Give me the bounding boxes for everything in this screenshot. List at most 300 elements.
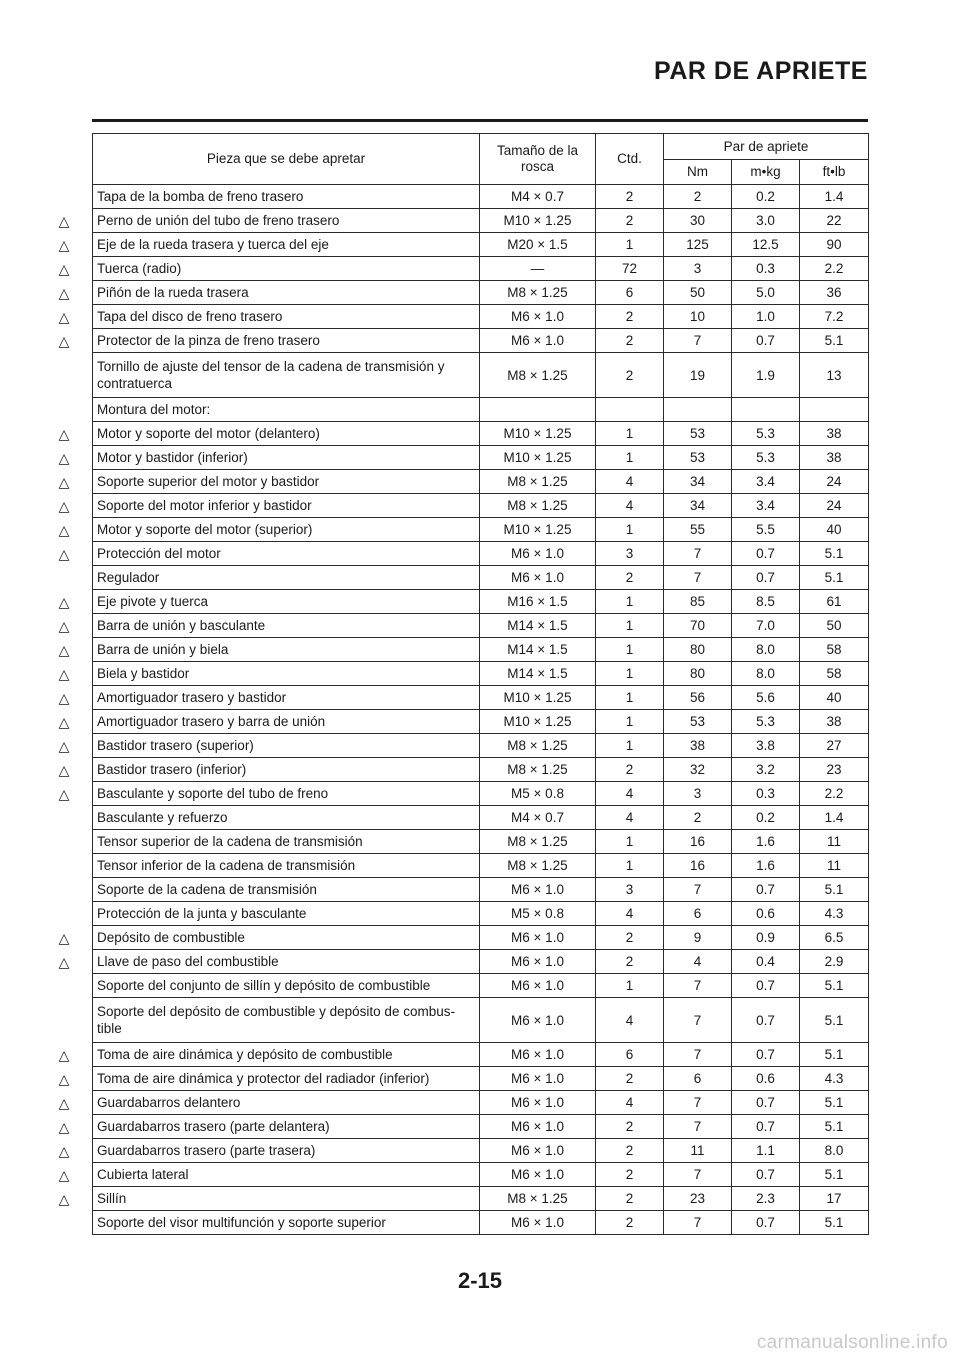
- cell-nm: 7: [664, 878, 732, 902]
- triangle-mark-icon: △: [58, 689, 70, 706]
- triangle-mark-icon: △: [58, 332, 70, 349]
- cell-nm: 34: [664, 494, 732, 518]
- cell-thread: M6 × 1.0: [480, 1043, 596, 1067]
- table-row: [93, 1067, 869, 1091]
- cell-qty: 4: [596, 806, 664, 830]
- triangle-mark-icon: △: [58, 593, 70, 610]
- triangle-mark-icon: △: [58, 761, 70, 778]
- cell-nm: 34: [664, 470, 732, 494]
- cell-ftlb: 5.1: [800, 542, 869, 566]
- cell-thread: M6 × 1.0: [480, 566, 596, 590]
- triangle-mark-icon: △: [58, 929, 70, 946]
- cell-thread: M10 × 1.25: [480, 422, 596, 446]
- cell-ftlb: 40: [800, 686, 869, 710]
- cell-nm: 9: [664, 926, 732, 950]
- cell-ftlb: 2.2: [800, 782, 869, 806]
- cell-thread: M6 × 1.0: [480, 1067, 596, 1091]
- cell-part: Motor y bastidor (inferior): [93, 446, 480, 470]
- cell-qty: 2: [596, 1139, 664, 1163]
- cell-thread: M10 × 1.25: [480, 686, 596, 710]
- cell-ftlb: 5.1: [800, 1091, 869, 1115]
- table-row: [93, 518, 869, 542]
- cell-mkg: 0.7: [732, 1115, 800, 1139]
- cell-ftlb: 11: [800, 830, 869, 854]
- cell-qty: 6: [596, 1043, 664, 1067]
- cell-thread: M6 × 1.0: [480, 926, 596, 950]
- cell-part: Piñón de la rueda trasera: [93, 281, 480, 305]
- cell-nm: 53: [664, 446, 732, 470]
- table-row: [93, 1043, 869, 1067]
- cell-mkg: 5.5: [732, 518, 800, 542]
- cell-thread: M10 × 1.25: [480, 446, 596, 470]
- cell-part: Regulador: [93, 566, 480, 590]
- cell-ftlb: 8.0: [800, 1139, 869, 1163]
- cell-thread: M6 × 1.0: [480, 1091, 596, 1115]
- cell-ftlb: 4.3: [800, 1067, 869, 1091]
- cell-ftlb: 5.1: [800, 1043, 869, 1067]
- cell-mkg: 0.2: [732, 185, 800, 209]
- cell-nm: 7: [664, 1091, 732, 1115]
- cell-qty: 1: [596, 422, 664, 446]
- cell-part: Barra de unión y basculante: [93, 614, 480, 638]
- cell-part: Motor y soporte del motor (delantero): [93, 422, 480, 446]
- cell-ftlb: 50: [800, 614, 869, 638]
- cell-mkg: 0.7: [732, 878, 800, 902]
- cell-thread: M5 × 0.8: [480, 782, 596, 806]
- cell-nm: 7: [664, 1163, 732, 1187]
- cell-qty: 4: [596, 782, 664, 806]
- cell-qty: 1: [596, 518, 664, 542]
- cell-nm: 11: [664, 1139, 732, 1163]
- cell-ftlb: 24: [800, 470, 869, 494]
- cell-mkg: 0.6: [732, 902, 800, 926]
- cell-nm: 7: [664, 542, 732, 566]
- cell-part: Tuerca (radio): [93, 257, 480, 281]
- table-row: [93, 233, 869, 257]
- table-row: [93, 806, 869, 830]
- cell-thread: M8 × 1.25: [480, 494, 596, 518]
- cell-ftlb: 38: [800, 446, 869, 470]
- triangle-mark-icon: △: [58, 473, 70, 490]
- cell-thread: M10 × 1.25: [480, 209, 596, 233]
- header-thread: Tamaño de la rosca: [480, 134, 596, 185]
- cell-thread: M8 × 1.25: [480, 353, 596, 398]
- cell-nm: 80: [664, 638, 732, 662]
- cell-mkg: 0.7: [732, 542, 800, 566]
- table-row: [93, 878, 869, 902]
- cell-qty: 1: [596, 446, 664, 470]
- cell-nm: 56: [664, 686, 732, 710]
- cell-thread: M6 × 1.0: [480, 950, 596, 974]
- cell-part: Montura del motor:: [93, 398, 480, 422]
- cell-ftlb: 38: [800, 422, 869, 446]
- cell-nm: 7: [664, 1211, 732, 1235]
- cell-mkg: [732, 398, 800, 422]
- cell-ftlb: 5.1: [800, 566, 869, 590]
- cell-mkg: 0.6: [732, 1067, 800, 1091]
- cell-nm: 53: [664, 422, 732, 446]
- cell-qty: 4: [596, 902, 664, 926]
- cell-qty: 4: [596, 998, 664, 1043]
- table-row: [93, 686, 869, 710]
- cell-qty: 2: [596, 758, 664, 782]
- cell-nm: 125: [664, 233, 732, 257]
- cell-mkg: 1.9: [732, 353, 800, 398]
- cell-part: Amortiguador trasero y bastidor: [93, 686, 480, 710]
- cell-part: Depósito de combustible: [93, 926, 480, 950]
- cell-qty: 1: [596, 830, 664, 854]
- cell-nm: 7: [664, 1115, 732, 1139]
- header-part: Pieza que se debe apretar: [93, 134, 480, 185]
- cell-qty: 2: [596, 566, 664, 590]
- table-row: [93, 974, 869, 998]
- cell-part: Guardabarros delantero: [93, 1091, 480, 1115]
- triangle-mark-icon: △: [58, 497, 70, 514]
- cell-nm: 7: [664, 1043, 732, 1067]
- cell-ftlb: [800, 398, 869, 422]
- cell-qty: 2: [596, 185, 664, 209]
- header-torque: Par de apriete: [664, 134, 869, 160]
- cell-mkg: 0.3: [732, 257, 800, 281]
- cell-thread: M8 × 1.25: [480, 281, 596, 305]
- cell-part: Barra de unión y biela: [93, 638, 480, 662]
- cell-mkg: 7.0: [732, 614, 800, 638]
- table-row: [93, 422, 869, 446]
- cell-ftlb: 58: [800, 662, 869, 686]
- cell-mkg: 5.3: [732, 710, 800, 734]
- cell-ftlb: 13: [800, 353, 869, 398]
- cell-nm: 2: [664, 806, 732, 830]
- cell-nm: 6: [664, 1067, 732, 1091]
- cell-part: Tensor superior de la cadena de transmisión: [93, 830, 480, 854]
- cell-nm: 30: [664, 209, 732, 233]
- triangle-mark-icon: △: [58, 737, 70, 754]
- cell-mkg: 1.6: [732, 854, 800, 878]
- triangle-mark-icon: △: [58, 1118, 70, 1135]
- table-row: [93, 950, 869, 974]
- cell-qty: 1: [596, 233, 664, 257]
- cell-nm: 6: [664, 902, 732, 926]
- cell-mkg: 3.8: [732, 734, 800, 758]
- table-row: [93, 542, 869, 566]
- cell-part: Soporte superior del motor y bastidor: [93, 470, 480, 494]
- title-rule: [92, 119, 868, 122]
- cell-part: Biela y bastidor: [93, 662, 480, 686]
- cell-mkg: 5.3: [732, 422, 800, 446]
- cell-mkg: 3.0: [732, 209, 800, 233]
- cell-qty: 2: [596, 209, 664, 233]
- table-row: [93, 758, 869, 782]
- cell-mkg: 8.5: [732, 590, 800, 614]
- cell-part: Toma de aire dinámica y protector del radiador (inferior): [93, 1067, 480, 1091]
- triangle-mark-icon: △: [58, 785, 70, 802]
- cell-part: Guardabarros trasero (parte delantera): [93, 1115, 480, 1139]
- cell-mkg: 1.6: [732, 830, 800, 854]
- cell-thread: M14 × 1.5: [480, 614, 596, 638]
- cell-qty: 3: [596, 878, 664, 902]
- triangle-mark-icon: △: [58, 545, 70, 562]
- triangle-mark-icon: △: [58, 284, 70, 301]
- cell-mkg: 0.4: [732, 950, 800, 974]
- cell-thread: M6 × 1.0: [480, 998, 596, 1043]
- cell-part: Amortiguador trasero y barra de unión: [93, 710, 480, 734]
- triangle-mark-icon: △: [58, 260, 70, 277]
- cell-nm: 19: [664, 353, 732, 398]
- cell-ftlb: 2.9: [800, 950, 869, 974]
- cell-qty: 2: [596, 1067, 664, 1091]
- cell-thread: M6 × 1.0: [480, 1211, 596, 1235]
- cell-mkg: 0.2: [732, 806, 800, 830]
- cell-part: Protección del motor: [93, 542, 480, 566]
- cell-thread: M10 × 1.25: [480, 710, 596, 734]
- table-row: [93, 1163, 869, 1187]
- cell-part: Eje de la rueda trasera y tuerca del eje: [93, 233, 480, 257]
- cell-nm: 85: [664, 590, 732, 614]
- table-row: [93, 566, 869, 590]
- cell-ftlb: 5.1: [800, 878, 869, 902]
- cell-ftlb: 5.1: [800, 329, 869, 353]
- cell-mkg: 1.1: [732, 1139, 800, 1163]
- table-row: [93, 710, 869, 734]
- table-row: [93, 1091, 869, 1115]
- table-row: [93, 329, 869, 353]
- cell-ftlb: 17: [800, 1187, 869, 1211]
- cell-nm: 7: [664, 566, 732, 590]
- cell-part: Tornillo de ajuste del tensor de la cadena de transmisión y contratuerca: [93, 353, 480, 398]
- cell-mkg: 0.3: [732, 782, 800, 806]
- cell-part: Protección de la junta y basculante: [93, 902, 480, 926]
- cell-nm: 10: [664, 305, 732, 329]
- cell-thread: M8 × 1.25: [480, 1187, 596, 1211]
- cell-nm: 3: [664, 257, 732, 281]
- cell-mkg: 5.3: [732, 446, 800, 470]
- triangle-mark-icon: △: [58, 236, 70, 253]
- header-unit-mkg: m•kg: [732, 160, 800, 185]
- cell-nm: 32: [664, 758, 732, 782]
- table-row: [93, 353, 869, 398]
- cell-qty: 2: [596, 1115, 664, 1139]
- cell-part: Basculante y refuerzo: [93, 806, 480, 830]
- cell-thread: M10 × 1.25: [480, 518, 596, 542]
- torque-table: [92, 133, 869, 1235]
- cell-qty: 4: [596, 1091, 664, 1115]
- cell-part: Protector de la pinza de freno trasero: [93, 329, 480, 353]
- header-qty: Ctd.: [596, 134, 664, 185]
- cell-ftlb: 40: [800, 518, 869, 542]
- cell-part: Soporte del conjunto de sillín y depósito de combustible: [93, 974, 480, 998]
- cell-part: Tapa de la bomba de freno trasero: [93, 185, 480, 209]
- cell-part: Basculante y soporte del tubo de freno: [93, 782, 480, 806]
- cell-part: Toma de aire dinámica y depósito de combustible: [93, 1043, 480, 1067]
- cell-part: Bastidor trasero (inferior): [93, 758, 480, 782]
- triangle-mark-icon: △: [58, 425, 70, 442]
- torque-table-container: [58, 133, 868, 1235]
- cell-thread: M14 × 1.5: [480, 638, 596, 662]
- cell-qty: 2: [596, 329, 664, 353]
- cell-thread: M6 × 1.0: [480, 974, 596, 998]
- cell-part: Eje pivote y tuerca: [93, 590, 480, 614]
- cell-ftlb: 7.2: [800, 305, 869, 329]
- cell-part: Cubierta lateral: [93, 1163, 480, 1187]
- cell-mkg: 1.0: [732, 305, 800, 329]
- cell-mkg: 5.0: [732, 281, 800, 305]
- cell-part: Motor y soporte del motor (superior): [93, 518, 480, 542]
- table-row: [93, 1211, 869, 1235]
- cell-mkg: 5.6: [732, 686, 800, 710]
- cell-qty: 2: [596, 926, 664, 950]
- cell-nm: 55: [664, 518, 732, 542]
- cell-part: Bastidor trasero (superior): [93, 734, 480, 758]
- cell-mkg: 0.7: [732, 329, 800, 353]
- cell-qty: 1: [596, 974, 664, 998]
- cell-thread: M6 × 1.0: [480, 878, 596, 902]
- cell-qty: [596, 398, 664, 422]
- cell-qty: 2: [596, 1163, 664, 1187]
- cell-mkg: 0.9: [732, 926, 800, 950]
- cell-mkg: 0.7: [732, 1091, 800, 1115]
- cell-ftlb: 5.1: [800, 1211, 869, 1235]
- cell-qty: 2: [596, 305, 664, 329]
- table-row: [93, 926, 869, 950]
- cell-part: Tensor inferior de la cadena de transmisión: [93, 854, 480, 878]
- cell-thread: M4 × 0.7: [480, 185, 596, 209]
- cell-nm: 7: [664, 974, 732, 998]
- cell-qty: 1: [596, 854, 664, 878]
- triangle-mark-icon: △: [58, 953, 70, 970]
- cell-ftlb: 5.1: [800, 1163, 869, 1187]
- table-row: [93, 830, 869, 854]
- cell-nm: 3: [664, 782, 732, 806]
- table-row: [93, 305, 869, 329]
- table-row: [93, 854, 869, 878]
- triangle-mark-icon: △: [58, 1070, 70, 1087]
- triangle-mark-icon: △: [58, 665, 70, 682]
- cell-nm: 80: [664, 662, 732, 686]
- cell-thread: M6 × 1.0: [480, 1139, 596, 1163]
- cell-qty: 2: [596, 950, 664, 974]
- cell-ftlb: 27: [800, 734, 869, 758]
- cell-thread: M20 × 1.5: [480, 233, 596, 257]
- cell-nm: 7: [664, 998, 732, 1043]
- cell-nm: 7: [664, 329, 732, 353]
- cell-qty: 3: [596, 542, 664, 566]
- cell-nm: 23: [664, 1187, 732, 1211]
- cell-mkg: 3.4: [732, 470, 800, 494]
- cell-thread: M8 × 1.25: [480, 758, 596, 782]
- cell-qty: 1: [596, 686, 664, 710]
- cell-qty: 2: [596, 1211, 664, 1235]
- table-row: [93, 185, 869, 209]
- table-row: [93, 1139, 869, 1163]
- table-row: [93, 470, 869, 494]
- cell-thread: M6 × 1.0: [480, 329, 596, 353]
- page-title: PAR DE APRIETE: [654, 57, 868, 85]
- cell-qty: 4: [596, 494, 664, 518]
- cell-part: Guardabarros trasero (parte trasera): [93, 1139, 480, 1163]
- cell-ftlb: 6.5: [800, 926, 869, 950]
- table-row: [93, 257, 869, 281]
- cell-part: Sillín: [93, 1187, 480, 1211]
- table-row: [93, 1187, 869, 1211]
- watermark: carmanualsonline.info: [756, 1332, 948, 1353]
- cell-mkg: 0.7: [732, 1163, 800, 1187]
- cell-thread: M8 × 1.25: [480, 470, 596, 494]
- cell-thread: M14 × 1.5: [480, 662, 596, 686]
- cell-part: Llave de paso del combustible: [93, 950, 480, 974]
- table-row: [93, 614, 869, 638]
- table-row: [93, 998, 869, 1043]
- cell-qty: 1: [596, 734, 664, 758]
- page-number: 2-15: [457, 1268, 503, 1293]
- triangle-mark-icon: △: [58, 212, 70, 229]
- cell-qty: 1: [596, 638, 664, 662]
- triangle-mark-icon: △: [58, 521, 70, 538]
- triangle-mark-icon: △: [58, 1190, 70, 1207]
- header-unit-nm: Nm: [664, 160, 732, 185]
- cell-nm: 50: [664, 281, 732, 305]
- cell-part: Perno de unión del tubo de freno trasero: [93, 209, 480, 233]
- cell-mkg: 12.5: [732, 233, 800, 257]
- cell-mkg: 8.0: [732, 638, 800, 662]
- cell-nm: 53: [664, 710, 732, 734]
- cell-thread: M16 × 1.5: [480, 590, 596, 614]
- triangle-mark-icon: △: [58, 713, 70, 730]
- cell-thread: M6 × 1.0: [480, 305, 596, 329]
- cell-nm: 4: [664, 950, 732, 974]
- cell-ftlb: 1.4: [800, 185, 869, 209]
- cell-ftlb: 4.3: [800, 902, 869, 926]
- triangle-mark-icon: △: [58, 449, 70, 466]
- cell-ftlb: 1.4: [800, 806, 869, 830]
- triangle-mark-icon: △: [58, 308, 70, 325]
- cell-ftlb: 5.1: [800, 1115, 869, 1139]
- cell-mkg: 0.7: [732, 998, 800, 1043]
- cell-part: Soporte del visor multifunción y soporte superior: [93, 1211, 480, 1235]
- cell-nm: 70: [664, 614, 732, 638]
- cell-thread: M8 × 1.25: [480, 854, 596, 878]
- cell-ftlb: 11: [800, 854, 869, 878]
- cell-qty: 1: [596, 614, 664, 638]
- cell-part: Tapa del disco de freno trasero: [93, 305, 480, 329]
- cell-ftlb: 24: [800, 494, 869, 518]
- cell-nm: 2: [664, 185, 732, 209]
- table-row: [93, 734, 869, 758]
- cell-ftlb: 5.1: [800, 974, 869, 998]
- triangle-mark-icon: △: [58, 1142, 70, 1159]
- cell-mkg: 0.7: [732, 1211, 800, 1235]
- triangle-mark-icon: △: [58, 1046, 70, 1063]
- cell-thread: [480, 398, 596, 422]
- cell-mkg: 0.7: [732, 974, 800, 998]
- table-row: [93, 638, 869, 662]
- cell-qty: 6: [596, 281, 664, 305]
- table-row: [93, 782, 869, 806]
- cell-mkg: 3.4: [732, 494, 800, 518]
- triangle-mark-icon: △: [58, 1166, 70, 1183]
- cell-nm: [664, 398, 732, 422]
- cell-ftlb: 23: [800, 758, 869, 782]
- cell-qty: 2: [596, 353, 664, 398]
- cell-thread: —: [480, 257, 596, 281]
- cell-qty: 2: [596, 1187, 664, 1211]
- cell-ftlb: 22: [800, 209, 869, 233]
- cell-part: Soporte del depósito de combustible y depósito de combus-tible: [93, 998, 480, 1043]
- cell-ftlb: 90: [800, 233, 869, 257]
- triangle-mark-icon: △: [58, 641, 70, 658]
- triangle-mark-icon: △: [58, 1094, 70, 1111]
- cell-thread: M8 × 1.25: [480, 830, 596, 854]
- cell-thread: M4 × 0.7: [480, 806, 596, 830]
